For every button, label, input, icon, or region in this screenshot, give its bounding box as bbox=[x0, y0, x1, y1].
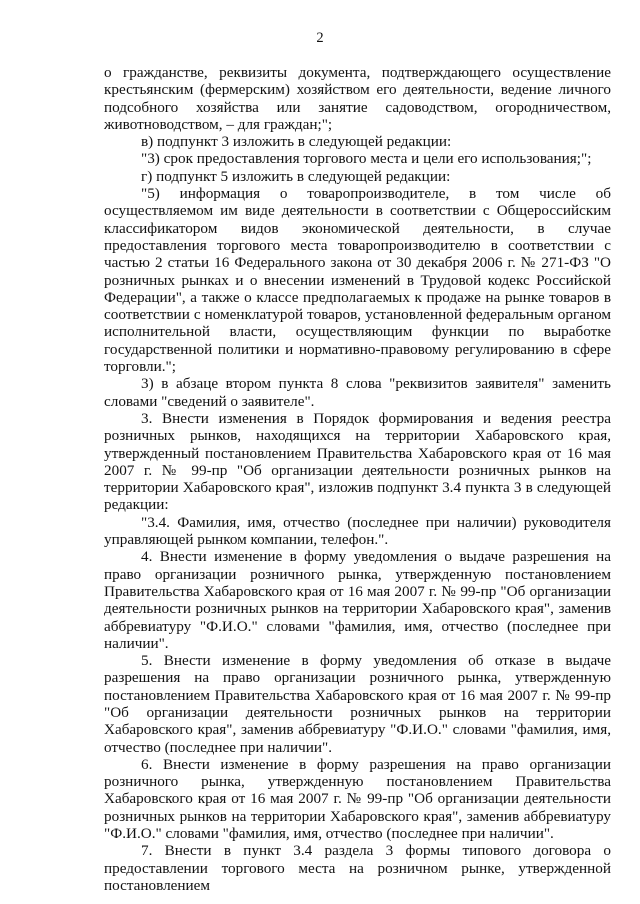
paragraph-section-5: 5. Внести изменение в форму уведомления об отказе в выдаче разрешения на право организации розничного рынка, утвержденную постановлением Правительства Хабаровского края от 16 мая 2007 г. № 99-пр "Об организации деятельности розничных рынков на территории Хабаровского края", заменив аббревиатуру "Ф.И.О." словами "фамилия, имя, отчество (последнее при наличии". bbox=[104, 652, 611, 756]
paragraph-section-3: 3. Внести изменения в Порядок формирования и ведения реестра розничных рынков, находящихся на территории Хабаровского края, утвержденный постановлением Правительства Хабаровского края от 16 мая 2007 г. № 99-пр "Об организации деятельности розничных рынков на территории Хабаровского края", изложив подпункт 3.4 пункта 3 в следующей редакции: bbox=[104, 409, 611, 514]
paragraph-section-7: 7. Внести в пункт 3.4 раздела 3 формы типового договора о предоставлении торгового места на розничном рынке, утвержденной постановлением bbox=[104, 842, 611, 894]
paragraph-subitem-g: г) подпункт 5 изложить в следующей редакции: bbox=[141, 167, 451, 185]
document-body bbox=[104, 64, 611, 894]
paragraph-subitem-v: в) подпункт 3 изложить в следующей редакции: bbox=[141, 133, 452, 151]
paragraph-item-3-clause-8: 3) в абзаце втором пункта 8 слова "реквизитов заявителя" заменить словами "сведений о заявителе". bbox=[104, 375, 611, 410]
paragraph-section-4: 4. Внести изменение в форму уведомления о выдаче разрешения на право организации розничного рынка, утвержденную постановлением Правительства Хабаровского края от 16 мая 2007 г. № 99-пр "Об организации деятельности розничных рынков на территории Хабаровского края", заменив аббревиатуру "Ф.И.О." словами "фамилия, имя, отчество (последнее при наличии". bbox=[104, 548, 611, 652]
paragraph-citizenship-continuation: о гражданстве, реквизиты документа, подтверждающего осуществление крестьянским (фермерским) хозяйством его деятельности, ведение личного подсобного хозяйства или занятие садоводством, огородничеством, животноводством, – для граждан;"; bbox=[104, 64, 611, 133]
paragraph-section-6: 6. Внести изменение в форму разрешения на право организации розничного рынка, утвержденную постановлением Правительства Хабаровского края от 16 мая 2007 г. № 99-пр "Об организации деятельности розничных рынков на территории Хабаровского края", заменив аббревиатуру "Ф.И.О." словами "фамилия, имя, отчество (последнее при наличии". bbox=[104, 755, 611, 843]
page-number: 2 bbox=[316, 30, 324, 46]
paragraph-subitem-5-text: "5) информация о товаропроизводителе, в том числе об осуществляемом им виде деятельности в соответствии с Общероссийским классификатором видов экономической деятельности, в случае предоставления торгового места товаропроизводителю в соответствии с частью 2 статьи 16 Федерального закона от 30 декабря 2006 г. № 271-ФЗ "О розничных рынках и о внесении изменений в Трудовой кодекс Российской Федерации", а также о классе предполагаемых к продаже на рынке товаров в соответствии с номенклатурой товаров, установленной федеральным органом исполнительной власти, осуществляющим функции по выработке государственной политики и нормативно-правовому регулированию в сфере торговли."; bbox=[104, 185, 611, 376]
paragraph-subitem-3-4-text: "3.4. Фамилия, имя, отчество (последнее при наличии) руководителя управляющей рынком компании, телефон.". bbox=[104, 513, 611, 549]
paragraph-subitem-3-text: "3) срок предоставления торгового места и цели его использования;"; bbox=[141, 150, 592, 168]
